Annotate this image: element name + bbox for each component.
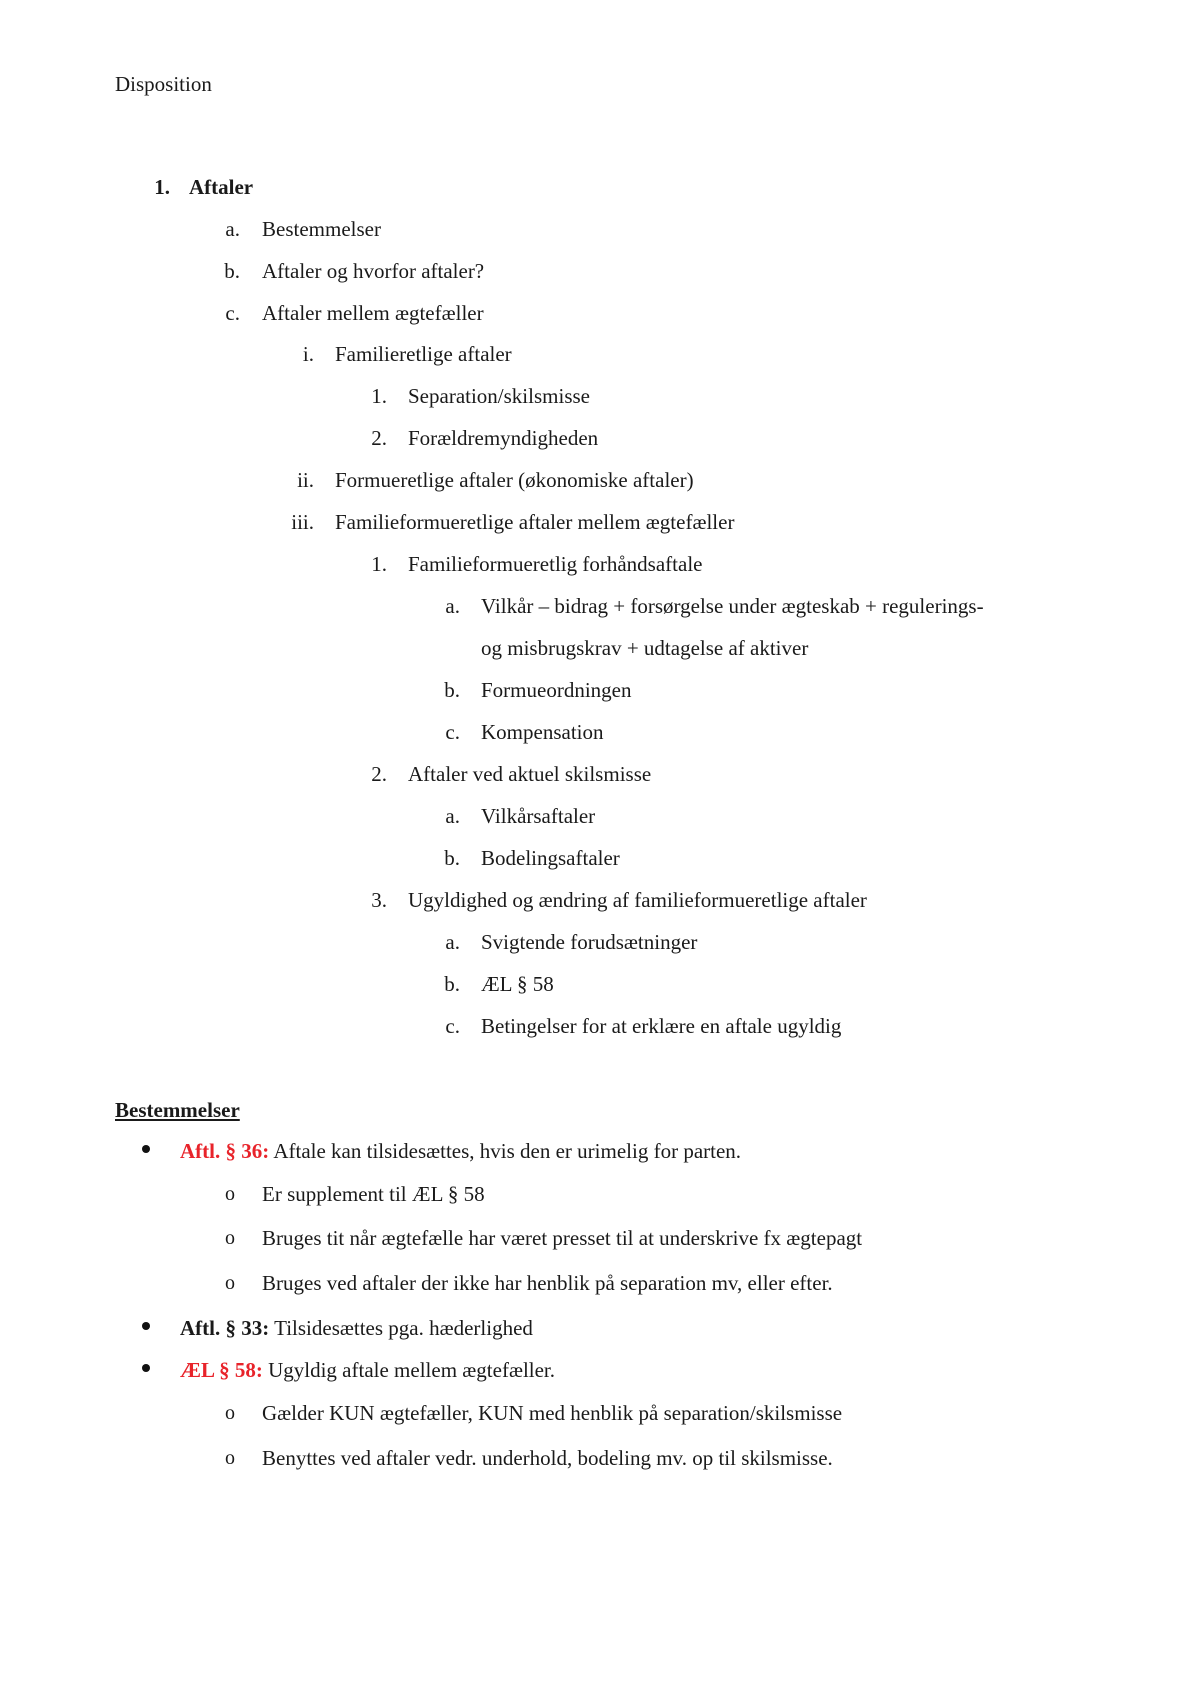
outline-item: Separation/skilsmisse bbox=[408, 384, 590, 408]
outline-marker: b. bbox=[444, 678, 460, 702]
outline-marker: a. bbox=[445, 804, 460, 828]
circle-bullet-icon: o bbox=[225, 1402, 235, 1424]
document-title: Disposition bbox=[115, 72, 212, 96]
outline-item: Familieretlige aftaler bbox=[335, 342, 512, 366]
section-title: Aftaler bbox=[189, 175, 254, 199]
law-reference: ÆL § 58: bbox=[180, 1358, 263, 1382]
outline-marker: 1. bbox=[371, 384, 387, 408]
outline-item: Formueretlige aftaler (økonomiske aftaler) bbox=[335, 468, 694, 492]
sub-bullet-item: Bruges ved aftaler der ikke har henblik på separation mv, eller efter. bbox=[262, 1271, 833, 1295]
outline-item: Aftaler mellem ægtefæller bbox=[262, 301, 484, 325]
outline-marker: a. bbox=[225, 217, 240, 241]
bullet-text: Tilsidesættes pga. hæderlighed bbox=[269, 1316, 533, 1340]
bullet-text: Aftale kan tilsidesættes, hvis den er urimelig for parten. bbox=[269, 1139, 742, 1163]
outline-item-continuation: og misbrugskrav + udtagelse af aktiver bbox=[481, 636, 809, 660]
outline-item: Kompensation bbox=[481, 720, 604, 744]
outline-item: Bestemmelser bbox=[262, 217, 381, 241]
outline-item: Betingelser for at erklære en aftale ugyldig bbox=[481, 1014, 842, 1038]
sub-bullet-item: Gælder KUN ægtefæller, KUN med henblik på separation/skilsmisse bbox=[262, 1401, 843, 1425]
circle-bullet-icon: o bbox=[225, 1447, 235, 1469]
outline-item: Formueordningen bbox=[481, 678, 632, 702]
bullet-icon bbox=[142, 1364, 150, 1372]
outline-marker: b. bbox=[444, 846, 460, 870]
outline-marker: b. bbox=[444, 972, 460, 996]
outline-item: Familieformueretlig forhåndsaftale bbox=[408, 552, 703, 576]
outline-marker: c. bbox=[225, 301, 240, 325]
outline-marker: 1. bbox=[371, 552, 387, 576]
section-heading: Bestemmelser bbox=[115, 1098, 240, 1122]
outline-marker: 2. bbox=[371, 762, 387, 786]
outline-marker: iii. bbox=[291, 510, 314, 534]
outline-item: Familieformueretlige aftaler mellem ægtefæller bbox=[335, 510, 735, 534]
outline-item: ÆL § 58 bbox=[481, 972, 554, 996]
bullet-item bbox=[180, 1357, 555, 1383]
outline-item: Aftaler ved aktuel skilsmisse bbox=[408, 762, 652, 786]
circle-bullet-icon: o bbox=[225, 1227, 235, 1249]
outline-marker: i. bbox=[302, 342, 314, 366]
law-reference: Aftl. § 36: bbox=[180, 1139, 270, 1163]
outline-marker: 3. bbox=[371, 888, 387, 912]
sub-bullet-item: Benyttes ved aftaler vedr. underhold, bodeling mv. op til skilsmisse. bbox=[262, 1446, 833, 1470]
outline-marker: c. bbox=[445, 1014, 460, 1038]
outline-item: Forældremyndigheden bbox=[408, 426, 599, 450]
outline-marker: a. bbox=[445, 930, 460, 954]
sub-bullet-item: Er supplement til ÆL § 58 bbox=[262, 1182, 485, 1206]
circle-bullet-icon: o bbox=[225, 1272, 235, 1294]
outline-marker: 2. bbox=[371, 426, 387, 450]
outline-marker: b. bbox=[224, 259, 240, 283]
section-number: 1. bbox=[154, 175, 170, 199]
outline-item: Ugyldighed og ændring af familieformueretlige aftaler bbox=[408, 888, 867, 912]
bullet-icon bbox=[142, 1145, 150, 1153]
bullet-item bbox=[180, 1138, 741, 1164]
outline-item: Bodelingsaftaler bbox=[481, 846, 620, 870]
outline-marker: ii. bbox=[297, 468, 314, 492]
outline-item: Vilkår – bidrag + forsørgelse under ægteskab + regulerings- bbox=[481, 594, 984, 618]
outline-item: Aftaler og hvorfor aftaler? bbox=[262, 259, 485, 283]
outline-marker: a. bbox=[445, 594, 460, 618]
outline-marker: c. bbox=[445, 720, 460, 744]
outline-item: Vilkårsaftaler bbox=[481, 804, 596, 828]
bullet-item bbox=[180, 1315, 533, 1341]
bullet-icon bbox=[142, 1322, 150, 1330]
bullet-text: Ugyldig aftale mellem ægtefæller. bbox=[262, 1358, 556, 1382]
law-reference: Aftl. § 33: bbox=[180, 1316, 270, 1340]
outline-item: Svigtende forudsætninger bbox=[481, 930, 698, 954]
sub-bullet-item: Bruges tit når ægtefælle har været presset til at underskrive fx ægtepagt bbox=[262, 1226, 863, 1250]
circle-bullet-icon: o bbox=[225, 1183, 235, 1205]
